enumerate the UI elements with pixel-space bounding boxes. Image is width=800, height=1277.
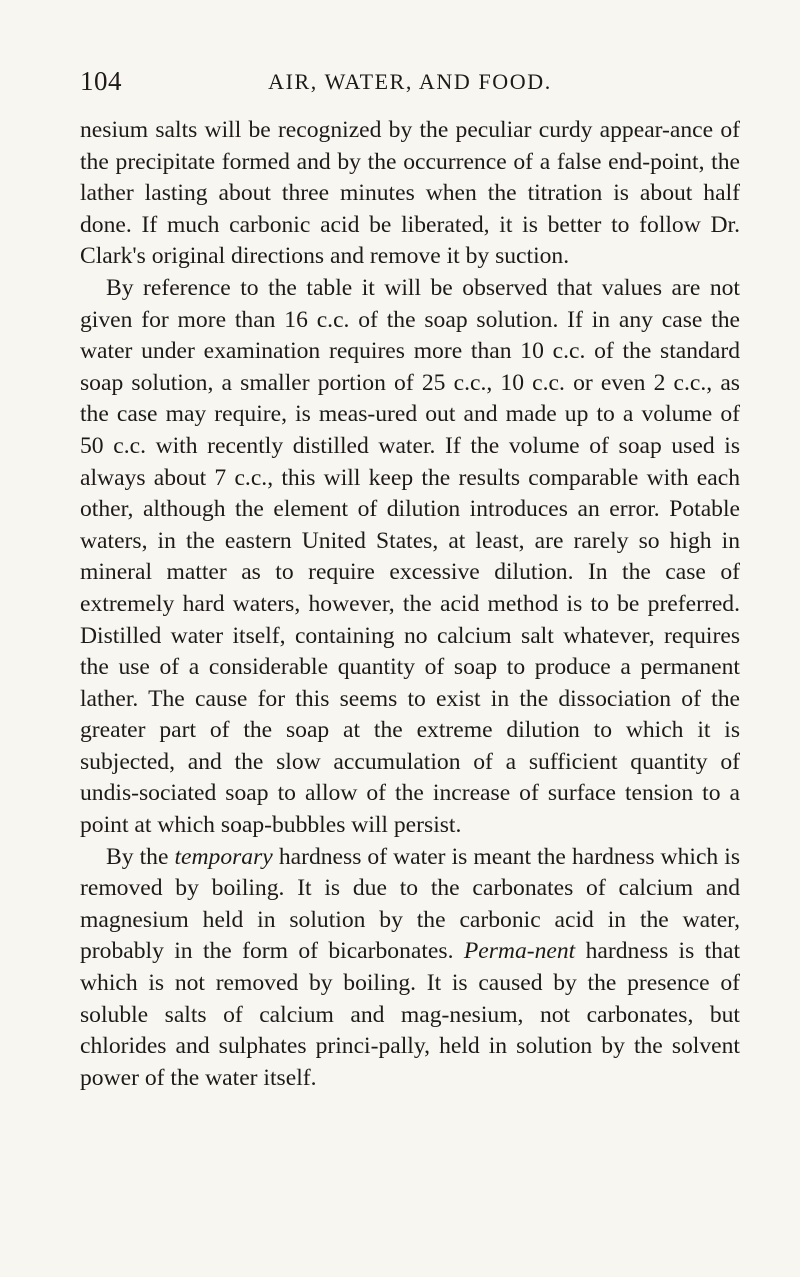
running-title: AIR, WATER, AND FOOD. xyxy=(268,69,552,94)
book-page xyxy=(80,66,740,1094)
running-head xyxy=(80,66,740,106)
text-run: By the xyxy=(106,843,175,870)
paragraph-soap-dilution: By reference to the table it will be observed that values are not given for more than 16 c.c. of the soap solution. If in any case the water under examination requires more than 10 c.c. of the standard soap solution, a smaller portion of 25 c.c., 10 c.c. or even 2 c.c., as the case may require, is meas-ured out and made up to a volume of 50 c.c. with recently distilled water. If the volume of soap used is always about 7 c.c., this will keep the results comparable with each other, although the element of dilution introduces an error. Potable waters, in the eastern United States, at least, are rarely so high in mineral matter as to require excessive dilution. In the case of extremely hard waters, however, the acid method is to be preferred. Distilled water itself, containing no calcium salt whatever, requires the use of a considerable quantity of soap to produce a permanent lather. The cause for this seems to exist in the dissociation of the greater part of the soap at the extreme dilution to which it is subjected, and the slow accumulation of a sufficient quantity of undis-sociated soap to allow of the increase of surface tension to a point at which soap-bubbles will persist. xyxy=(80,274,740,839)
body-text xyxy=(80,115,740,1094)
paragraph-hardness-types xyxy=(80,842,740,1095)
paragraph-continued: nesium salts will be recognized by the peculiar curdy appear-ance of the precipitate formed and by the occurrence of a false end-point, the lather lasting about three minutes when the titration is about half done. If much carbonic acid be liberated, it is better to follow Dr. Clark's original directions and remove it by suction. xyxy=(80,117,740,270)
text-run: hardness is that which is not removed by boiling. It is caused by the presence of soluble salts of calcium and mag-nesium, not carbonates, but chlorides and sulphates princi-pally, held in solution by the solvent power of the water itself. xyxy=(80,938,741,1091)
italic-term-temporary: temporary xyxy=(174,843,273,870)
italic-term-permanent: Perma-nent xyxy=(463,938,576,965)
page-number: 104 xyxy=(80,66,122,96)
text-run: hardness of water is meant the hardness which is removed by boiling. It is due to the carbonates of calcium and magnesium held in solution by the carbonic acid in the water, probably in the form of bicarbonates. xyxy=(80,843,740,965)
